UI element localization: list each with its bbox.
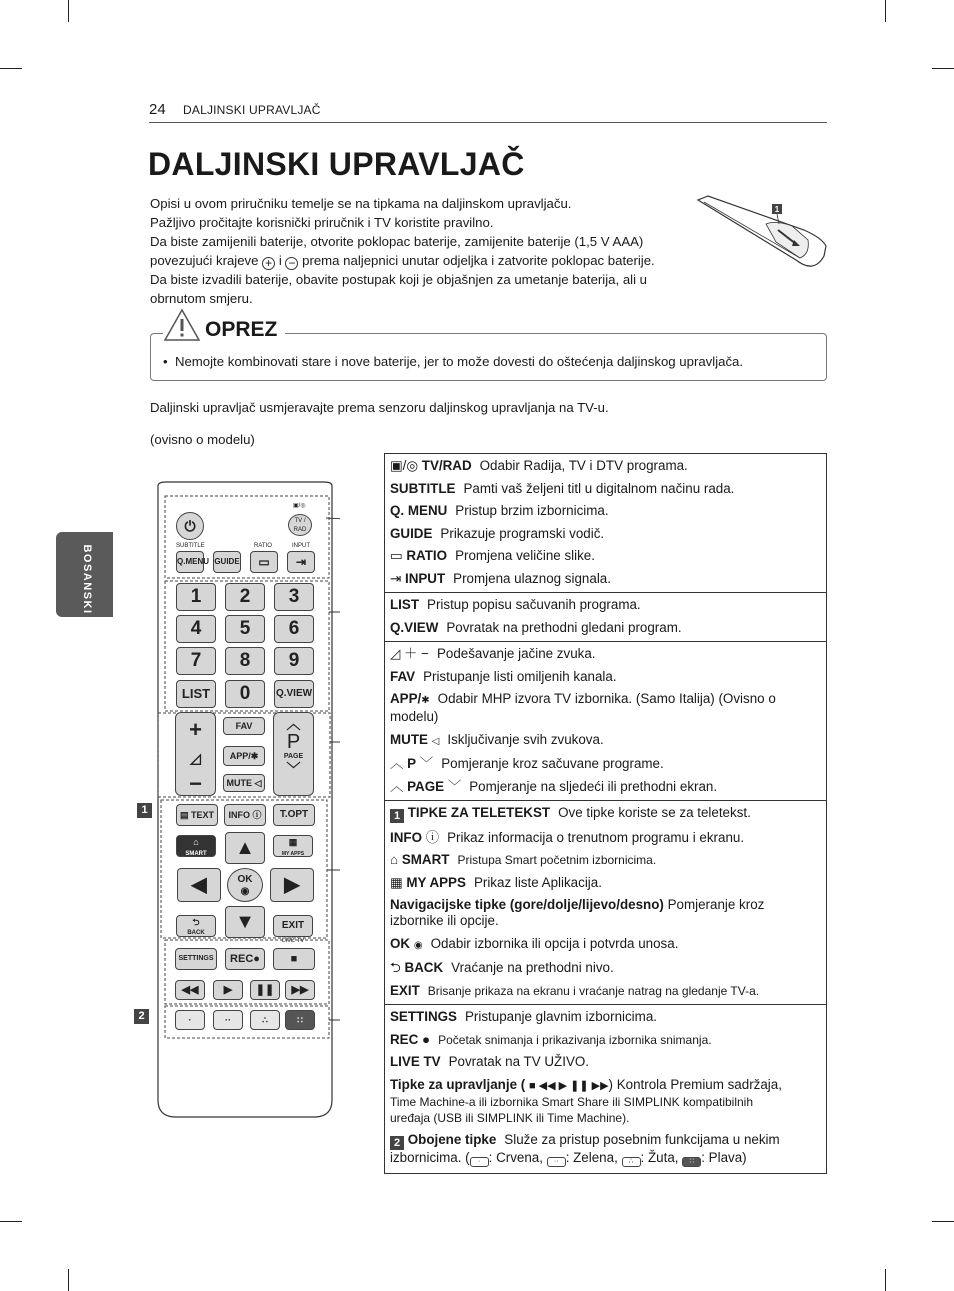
nav-left-button[interactable]: ◀ xyxy=(177,868,221,902)
key-description: Odabir MHP izvora TV izbornika. (Samo Italija) (Ovisno o modelu) xyxy=(390,691,776,724)
table-row xyxy=(390,1074,821,1130)
nav-down-button[interactable]: ▼ xyxy=(225,906,265,938)
table-row xyxy=(390,594,821,617)
key-description: Pristup brzim izbornicima. xyxy=(455,503,609,518)
crop-mark xyxy=(0,68,22,69)
back-label: BACK xyxy=(187,930,205,936)
table-row xyxy=(390,688,821,729)
color-name: : Crvena, xyxy=(488,1150,543,1165)
digit-6-button[interactable]: 6 xyxy=(274,615,314,643)
record-dot-icon: ● xyxy=(253,953,260,965)
key-description: Odabir izbornika ili opcija i potvrda unosa. xyxy=(430,935,679,951)
ok-icon: ◉ xyxy=(240,886,250,897)
digit-1-button[interactable]: 1 xyxy=(176,583,216,611)
ok-icon: ◉ xyxy=(413,939,423,951)
key-name: LIST xyxy=(390,597,420,612)
table-row xyxy=(390,776,821,799)
rec-label: REC xyxy=(230,953,254,965)
key-description: Pristupanje listi omiljenih kanala. xyxy=(423,668,617,684)
home-icon: ⌂ xyxy=(390,852,399,867)
table-row xyxy=(390,849,821,872)
ok-label: OK xyxy=(237,874,253,885)
digit-3-button[interactable]: 3 xyxy=(274,583,314,611)
key-description: Prikazuje programski vodič. xyxy=(440,525,605,541)
tv-rad-icon: ▣/◎ xyxy=(390,458,419,473)
back-icon: ⮌ xyxy=(390,960,401,975)
ratio-label: RATIO xyxy=(254,543,272,549)
table-section xyxy=(385,454,826,592)
power-button[interactable]: ⏻ xyxy=(176,512,204,540)
intro-line: Pažljivo pročitajte korisnički priručnik i TV koristite pravilno. xyxy=(150,215,494,230)
key-description: Ove tipke koriste se za teletekst. xyxy=(558,805,751,820)
table-row xyxy=(390,753,821,776)
table-section xyxy=(385,592,826,641)
key-name: FAV xyxy=(390,668,416,684)
key-name: INPUT xyxy=(404,570,446,586)
page-label: PAGE xyxy=(283,753,304,760)
table-row xyxy=(390,478,821,501)
volume-rocker[interactable]: + ◿ − xyxy=(175,712,216,796)
key-name: SUBTITLE xyxy=(390,480,456,496)
list-button[interactable]: LIST xyxy=(176,680,216,708)
key-description: izbornicima. ( xyxy=(390,1150,470,1165)
program-label: P xyxy=(286,731,301,753)
callout-number: 2 xyxy=(390,1136,404,1150)
key-name: TIPKE ZA TELETEKST xyxy=(407,805,551,820)
home-icon: ⌂ xyxy=(193,837,199,847)
asterisk-icon: ✱ xyxy=(421,695,430,706)
smart-button[interactable] xyxy=(176,835,216,857)
my-apps-label: MY APPS xyxy=(281,851,305,857)
key-description: Početak snimanja i prikazivanja izbornika snimanja. xyxy=(438,1032,712,1047)
key-name: APP/ xyxy=(390,691,422,706)
page-header xyxy=(149,101,827,123)
apps-grid-icon: ▦ xyxy=(390,874,403,890)
key-name: INFO xyxy=(390,829,422,845)
key-description: Prikaz liste Aplikacija. xyxy=(473,874,602,890)
direction-text: Daljinski upravljač usmjeravajte prema senzoru daljinskog upravljanja na TV-u. xyxy=(150,400,609,415)
key-name: REC xyxy=(390,1031,419,1047)
callout-number: 1 xyxy=(390,809,404,823)
chevron-down-icon: ﹀ xyxy=(447,778,462,794)
crop-mark xyxy=(885,0,886,22)
key-description: ) Kontrola Premium sadržaja, xyxy=(608,1076,782,1092)
table-row xyxy=(390,872,821,895)
caution-text: Nemojte kombinovati stare i nove baterije, jer to može dovesti do oštećenja daljinskog upravljača. xyxy=(174,354,744,369)
key-description: uređaja (USB ili SIMPLINK ili Time Machine). xyxy=(390,1110,630,1125)
key-name: SETTINGS xyxy=(390,1009,457,1024)
running-title: DALJINSKI UPRAVLJAČ xyxy=(183,103,321,117)
my-apps-button[interactable] xyxy=(273,835,313,857)
intro-line-part: prema naljepnici unutar odjeljka i zatvorite poklopac baterije. xyxy=(302,253,655,268)
yellow-key-icon: ∴ xyxy=(622,1157,641,1167)
rec-button[interactable] xyxy=(225,948,265,970)
warning-icon xyxy=(163,308,201,342)
color-name: : Zelena, xyxy=(565,1150,618,1165)
plus-terminal-icon: + xyxy=(262,257,275,270)
fav-button[interactable]: FAV xyxy=(223,717,265,735)
key-name: BACK xyxy=(404,960,444,975)
nav-right-button[interactable]: ▶ xyxy=(270,868,314,902)
red-key-icon: · xyxy=(470,1157,489,1167)
t-opt-button[interactable]: T.OPT xyxy=(273,804,315,826)
digit-5-button[interactable]: 5 xyxy=(225,615,265,643)
mute-label: MUTE xyxy=(226,778,253,788)
tv-rad-button[interactable]: TV / RAD xyxy=(288,514,312,536)
key-name: MUTE xyxy=(390,731,428,747)
chevron-up-icon: ︿ xyxy=(286,716,301,732)
ratio-button[interactable]: ▭ xyxy=(250,551,278,573)
key-name: Q.VIEW xyxy=(390,619,439,635)
fast-forward-button[interactable]: ▶▶ xyxy=(285,980,315,1000)
key-description: Pomjeranje kroz izbornike ili opcije. xyxy=(390,897,765,928)
play-button[interactable]: ▶ xyxy=(213,980,243,1000)
language-tab xyxy=(56,532,113,617)
live-tv-button[interactable]: ■ xyxy=(273,948,315,970)
chevron-up-icon: ︿ xyxy=(390,778,404,794)
table-row xyxy=(390,1006,821,1029)
table-section xyxy=(385,1004,826,1173)
table-row xyxy=(390,729,821,754)
key-name: OK xyxy=(390,935,411,951)
key-description: Odabir Radija, TV i DTV programa. xyxy=(479,458,688,473)
page-title: DALJINSKI UPRAVLJAČ xyxy=(148,146,525,182)
info-icon: ⓘ xyxy=(425,829,440,845)
input-button[interactable]: ⇥ xyxy=(287,551,315,573)
table-row xyxy=(390,545,821,568)
input-icon: ⇥ xyxy=(390,570,402,586)
caution-title: OPREZ xyxy=(205,318,278,341)
key-description-table xyxy=(384,453,827,1174)
yellow-button[interactable]: ∴ xyxy=(250,1010,280,1030)
key-description: Prikaz informacija o trenutnom programu i ekranu. xyxy=(447,829,745,845)
intro-text xyxy=(150,194,710,308)
table-row xyxy=(390,617,821,640)
key-description: Služe za pristup posebnim funkcijama u nekim xyxy=(504,1132,780,1147)
page-number: 24 xyxy=(149,101,166,118)
info-button[interactable] xyxy=(224,804,266,826)
nav-up-button[interactable]: ▲ xyxy=(225,832,265,864)
key-description: Pristupa Smart početnim izbornicima. xyxy=(457,853,657,867)
key-description: Brisanje prikaza na ekranu i vraćanje natrag na gledanje TV-a. xyxy=(427,983,760,998)
table-row xyxy=(390,1129,821,1171)
key-name: P xyxy=(407,756,417,771)
red-button[interactable]: · xyxy=(175,1010,205,1030)
green-key-icon: ·· xyxy=(547,1157,566,1167)
caution-box xyxy=(150,318,827,381)
table-row xyxy=(390,455,821,478)
color-name: : Žuta, xyxy=(640,1150,679,1165)
digit-2-button[interactable]: 2 xyxy=(225,583,265,611)
guide-button[interactable]: GUIDE xyxy=(213,551,241,573)
ratio-icon: ▭ xyxy=(390,548,403,563)
settings-button[interactable]: SETTINGS xyxy=(175,948,217,970)
crop-mark xyxy=(932,68,954,69)
intro-line: obrnutom smjeru. xyxy=(150,291,253,306)
table-row xyxy=(390,500,821,523)
key-name: Obojene tipke xyxy=(407,1132,497,1147)
intro-line-part: i xyxy=(278,253,282,268)
intro-line xyxy=(150,251,710,270)
crop-mark xyxy=(932,1221,954,1222)
table-row xyxy=(390,1051,821,1074)
volume-icon: ◿ ＋ − xyxy=(390,646,429,661)
key-description: Promjena ulaznog signala. xyxy=(453,570,611,586)
info-label: INFO xyxy=(228,810,250,820)
blue-button[interactable]: ∷ xyxy=(285,1010,315,1030)
battery-cover-illustration xyxy=(696,194,832,284)
key-name: EXIT xyxy=(390,982,420,998)
table-row xyxy=(390,523,821,546)
color-name: : Plava) xyxy=(701,1150,747,1165)
smart-label: SMART xyxy=(185,851,207,857)
table-row xyxy=(390,1029,821,1052)
key-name: Navigacijske tipke (gore/dolje/lijevo/desno) xyxy=(390,897,664,912)
back-button[interactable] xyxy=(176,915,216,937)
crop-mark xyxy=(68,0,69,22)
key-description: Pristup popisu sačuvanih programa. xyxy=(427,597,641,612)
digit-0-button[interactable]: 0 xyxy=(225,680,265,708)
green-button[interactable]: ·· xyxy=(213,1010,243,1030)
tv-rad-icon: ▣/◎ xyxy=(293,503,306,509)
key-name: Q. MENU xyxy=(390,503,448,518)
key-description: Pristupanje glavnim izbornicima. xyxy=(464,1009,657,1024)
text-button[interactable] xyxy=(176,804,218,826)
chevron-down-icon: ﹀ xyxy=(419,756,434,771)
digit-4-button[interactable]: 4 xyxy=(176,615,216,643)
crop-mark xyxy=(68,1269,69,1291)
key-name: Tipke za upravljanje ( xyxy=(390,1076,526,1092)
key-description: Time Machine-a ili izbornika Smart Share ili SIMPLINK kompatibilnih xyxy=(390,1094,754,1109)
live-tv-label: LIVE TV xyxy=(282,938,305,944)
intro-line-part: povezujući krajeve xyxy=(150,253,259,268)
text-label: TEXT xyxy=(191,810,215,820)
apps-grid-icon: ▦ xyxy=(288,837,298,847)
crop-mark xyxy=(885,1269,886,1291)
speaker-icon: ◁ xyxy=(254,778,262,788)
table-row xyxy=(390,894,821,933)
table-row xyxy=(390,980,821,1003)
key-description: Pomjeranje kroz sačuvane programe. xyxy=(441,756,664,771)
intro-line: Opisi u ovom priručniku temelje se na tipkama na daljinskom upravljaču. xyxy=(150,196,572,211)
app-button[interactable]: APP/✱ xyxy=(223,746,265,766)
chevron-up-icon: ︿ xyxy=(390,756,404,771)
crop-mark xyxy=(0,1221,22,1222)
callout-2: 2 xyxy=(134,1009,149,1024)
key-name: RATIO xyxy=(406,548,448,563)
key-description: Isključivanje svih zvukova. xyxy=(447,731,604,747)
record-dot-icon: ● xyxy=(422,1031,431,1047)
q-menu-button[interactable]: Q.MENU xyxy=(176,551,204,573)
table-section xyxy=(385,641,826,800)
battery-step-number: 1 xyxy=(774,205,780,214)
chevron-down-icon: ﹀ xyxy=(286,761,301,777)
info-icon: ⓘ xyxy=(252,810,262,820)
table-row xyxy=(390,827,821,850)
key-name: SMART xyxy=(401,852,450,867)
rewind-button[interactable]: ◀◀ xyxy=(175,980,205,1000)
minus-terminal-icon: − xyxy=(285,257,298,270)
q-view-button[interactable]: Q.VIEW xyxy=(274,680,314,708)
back-icon: ⮌ xyxy=(192,917,200,927)
key-description: Povratak na prethodni gledani program. xyxy=(446,619,682,635)
input-label: INPUT xyxy=(292,543,310,549)
key-name: TV/RAD xyxy=(421,458,472,473)
key-description: Promjena veličine slike. xyxy=(455,548,595,563)
key-name: GUIDE xyxy=(390,525,433,541)
table-row xyxy=(390,802,821,827)
blue-key-icon: ∷ xyxy=(682,1157,701,1167)
table-row xyxy=(390,933,821,958)
program-rocker[interactable] xyxy=(273,712,314,796)
speaker-icon: ◁ xyxy=(431,735,440,747)
table-row xyxy=(390,643,821,666)
digit-8-button[interactable]: 8 xyxy=(225,647,265,675)
table-row xyxy=(390,666,821,689)
language-tab-label: BOSANSKI xyxy=(81,544,93,615)
ok-button[interactable] xyxy=(227,868,263,902)
key-description: Pomjeranje na sljedeći ili prethodni ekran. xyxy=(469,778,718,794)
key-description: Vraćanje na prethodni nivo. xyxy=(451,960,614,975)
key-name: MY APPS xyxy=(406,874,466,890)
model-note: (ovisno o modelu) xyxy=(150,432,255,447)
table-row xyxy=(390,568,821,591)
table-row xyxy=(390,957,821,980)
callout-1: 1 xyxy=(137,803,152,818)
key-description: Pamti vaš željeni titl u digitalnom načinu rada. xyxy=(463,480,735,496)
key-name: LIVE TV xyxy=(390,1054,441,1069)
teletext-icon: ▤ xyxy=(179,810,189,820)
key-name: PAGE xyxy=(407,778,445,794)
key-description: Povratak na TV UŽIVO. xyxy=(448,1054,590,1069)
mute-button[interactable] xyxy=(223,774,265,792)
subtitle-label: SUBTITLE xyxy=(176,543,205,549)
digit-9-button[interactable]: 9 xyxy=(274,647,314,675)
caution-item: • Nemojte kombinovati stare i nove baterije, jer to može dovesti do oštećenja daljinskog upravljača. xyxy=(163,354,744,369)
table-section xyxy=(385,800,826,1004)
playback-icons: ■ ◀◀ ▶ ❚❚ ▶▶ xyxy=(528,1079,609,1092)
key-description: Podešavanje jačine zvuka. xyxy=(436,646,596,661)
caution-heading xyxy=(163,308,285,342)
pause-button[interactable]: ❚❚ xyxy=(250,980,280,1000)
exit-button[interactable]: EXIT xyxy=(273,915,313,937)
intro-line: Da biste izvadili baterije, obavite postupak koji je objašnjen za umetanje baterija, ali u xyxy=(150,272,648,287)
intro-line: Da biste zamijenili baterije, otvorite poklopac baterije, zamijenite baterije (1,5 V AAA) xyxy=(150,234,644,249)
digit-7-button[interactable]: 7 xyxy=(176,647,216,675)
